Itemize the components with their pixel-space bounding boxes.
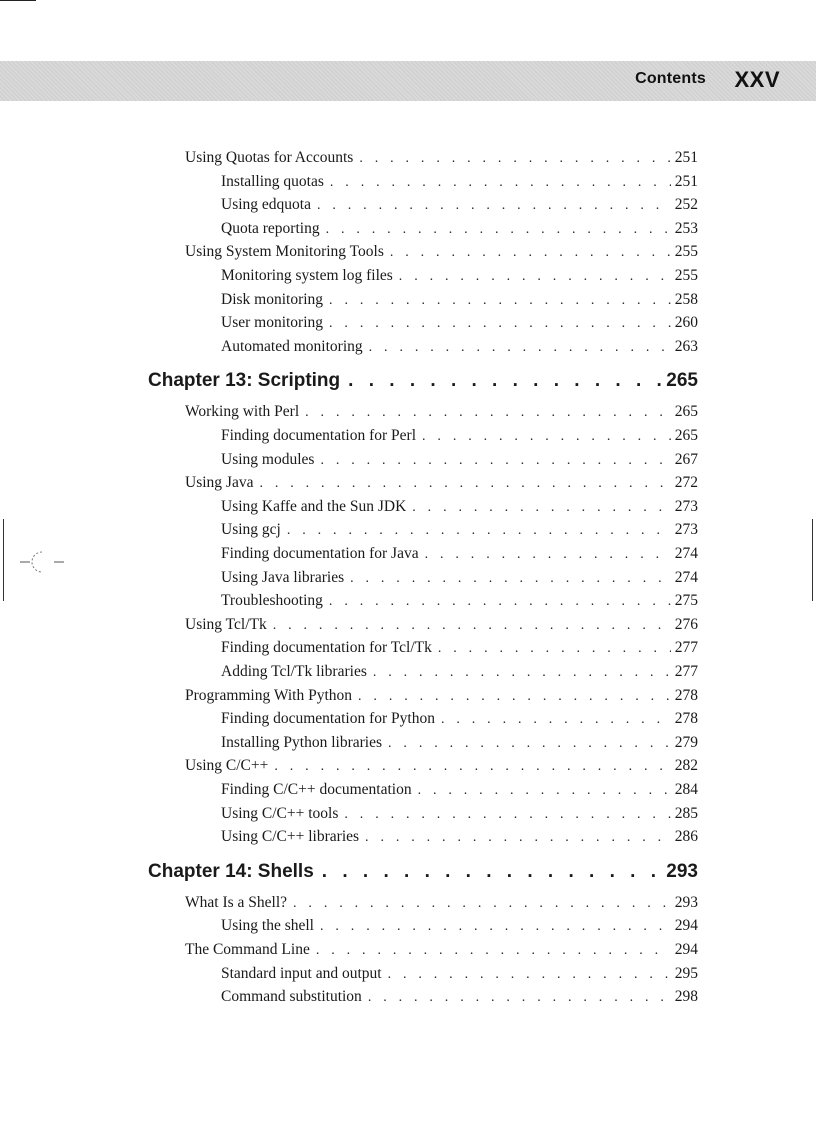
toc-entry-title: Troubleshooting: [221, 592, 323, 610]
toc-page-number: 265: [674, 427, 698, 444]
dot-leader: [412, 498, 670, 518]
toc-entry-title: Command substitution: [221, 988, 362, 1006]
toc-page-number: 293: [666, 860, 698, 882]
toc-entry-title: Installing Python libraries: [221, 733, 383, 751]
toc-page-number: 279: [674, 733, 698, 751]
dot-leader: [322, 859, 663, 885]
toc-page-number: 278: [674, 686, 698, 704]
toc-page-number: 277: [674, 663, 698, 680]
toc-page-number: 267: [674, 450, 698, 468]
toc-subsection-entry[interactable]: [221, 195, 698, 215]
dot-leader: [350, 569, 671, 589]
toc-entry-title: Using Tcl/Tk: [185, 615, 267, 633]
toc-entry-title: Quota reporting: [221, 219, 320, 237]
toc-entry-title: What Is a Shell?: [185, 893, 288, 911]
header-page-number: XXV: [734, 67, 780, 92]
toc-subsection-entry[interactable]: [221, 337, 698, 357]
toc-subsection-entry[interactable]: [221, 827, 698, 847]
dot-leader: [359, 149, 670, 169]
toc-entry-title: Installing quotas: [221, 172, 324, 190]
dot-leader: [388, 734, 671, 754]
toc-page-number: 258: [674, 290, 698, 308]
toc-section-entry[interactable]: [185, 473, 698, 493]
toc-entry-title: Using Kaffe and the Sun JDK: [221, 497, 407, 515]
dot-leader: [388, 965, 671, 985]
toc-page-number: 263: [674, 337, 698, 355]
toc-page-number: 252: [674, 196, 698, 214]
toc-entry-title: Finding documentation for Tcl/Tk: [221, 639, 432, 657]
toc-subsection-entry[interactable]: [221, 219, 698, 239]
dot-leader: [369, 338, 671, 358]
toc-section-entry[interactable]: [185, 242, 698, 262]
toc-subsection-entry[interactable]: [221, 804, 698, 824]
dot-leader: [438, 639, 671, 659]
toc-entry-title: Finding documentation for Perl: [221, 427, 417, 444]
toc-page-number: 251: [674, 172, 698, 190]
toc-entry-title: Using modules: [221, 450, 315, 468]
toc-entry-title: Using edquota: [221, 196, 311, 214]
toc-subsection-entry[interactable]: [221, 568, 698, 588]
toc-entry-title: Monitoring system log files: [221, 267, 393, 284]
header-section-label: Contents: [635, 70, 706, 87]
toc-chapter-heading[interactable]: [148, 368, 698, 394]
toc-page-number: 273: [674, 497, 698, 515]
dot-leader: [348, 368, 662, 394]
toc-entry-title: Working with Perl: [185, 403, 300, 421]
toc-page-number: 260: [674, 314, 698, 332]
toc-page-number: 277: [674, 639, 698, 657]
toc-entry-title: Using C/C++: [185, 757, 269, 775]
dot-leader: [274, 757, 670, 777]
toc-subsection-entry[interactable]: [221, 172, 698, 192]
toc-subsection-entry[interactable]: [221, 709, 698, 729]
toc-entry-title: Using Java libraries: [221, 568, 345, 586]
dot-leader: [418, 781, 671, 801]
toc-section-entry[interactable]: [185, 686, 698, 706]
dot-leader: [358, 687, 671, 707]
toc-page-number: 272: [674, 474, 698, 492]
toc-entry-title: Automated monitoring: [221, 337, 363, 355]
toc-subsection-entry[interactable]: [221, 733, 698, 753]
dot-leader: [344, 805, 670, 825]
toc-entry-title: Using Java: [185, 474, 254, 492]
toc-entry-title: Finding documentation for Python: [221, 710, 435, 728]
toc-subsection-entry[interactable]: [221, 520, 698, 540]
toc-chapter-heading[interactable]: [148, 859, 698, 885]
dot-leader: [320, 451, 670, 471]
toc-subsection-entry[interactable]: [221, 916, 698, 936]
toc-section-entry[interactable]: [185, 148, 698, 168]
toc-page-number: 278: [674, 710, 698, 728]
toc-subsection-entry[interactable]: [221, 987, 698, 1007]
toc-page-number: 276: [674, 615, 698, 633]
toc-page-number: 282: [674, 757, 698, 775]
dot-leader: [373, 663, 671, 683]
toc-entry-title: Using C/C++ libraries: [221, 828, 360, 846]
toc-subsection-entry[interactable]: [221, 544, 698, 564]
toc-entry-title: User monitoring: [221, 314, 324, 332]
toc-entry-title: Programming With Python: [185, 686, 353, 704]
dot-leader: [390, 243, 671, 263]
dot-leader: [316, 941, 671, 961]
toc-subsection-entry[interactable]: [221, 964, 698, 984]
toc-subsection-entry[interactable]: [221, 662, 698, 682]
toc-section-entry[interactable]: [185, 940, 698, 960]
dot-leader: [441, 710, 671, 730]
toc-page-number: 285: [674, 804, 698, 822]
toc-entry-title: The Command Line: [185, 941, 310, 958]
toc-subsection-entry[interactable]: [221, 313, 698, 333]
toc-page-number: 294: [674, 941, 698, 958]
toc-subsection-entry[interactable]: [221, 638, 698, 658]
dot-leader: [326, 220, 671, 240]
toc-subsection-entry[interactable]: [221, 426, 698, 446]
toc-page-number: 275: [674, 592, 698, 610]
toc-section-entry[interactable]: [185, 893, 698, 913]
toc-entry-title: Standard input and output: [221, 964, 382, 982]
toc-page-number: 294: [674, 917, 698, 935]
dot-leader: [320, 917, 671, 937]
toc-page-number: 273: [674, 521, 698, 539]
toc-subsection-entry[interactable]: [221, 497, 698, 517]
toc-subsection-entry[interactable]: [221, 780, 698, 800]
toc-section-entry[interactable]: [185, 756, 698, 776]
toc-page-number: 298: [674, 988, 698, 1006]
toc-subsection-entry[interactable]: [221, 290, 698, 310]
toc-page-number: 253: [674, 219, 698, 237]
dot-leader: [287, 521, 671, 541]
toc-subsection-entry[interactable]: [221, 591, 698, 611]
toc-section-entry[interactable]: [185, 615, 698, 635]
toc-page-number: 295: [674, 964, 698, 982]
dot-leader: [329, 314, 671, 334]
toc-section-entry[interactable]: [185, 402, 698, 422]
dot-leader: [317, 196, 671, 216]
toc-entry-title: Using Quotas for Accounts: [185, 149, 354, 166]
toc-page-number: 255: [674, 267, 698, 284]
dot-leader: [425, 545, 671, 565]
toc-subsection-entry[interactable]: [221, 450, 698, 470]
dot-leader: [399, 267, 671, 287]
toc-page-number: 293: [674, 893, 698, 911]
toc-page-number: 286: [674, 828, 698, 846]
dot-leader: [273, 616, 671, 636]
toc-entry-title: Finding documentation for Java: [221, 545, 419, 562]
toc-page-number: 265: [674, 403, 698, 421]
toc-entry-title: Finding C/C++ documentation: [221, 781, 412, 798]
toc-page-number: 284: [674, 781, 698, 798]
dot-leader: [329, 592, 671, 612]
dot-leader: [293, 894, 671, 914]
dot-leader: [329, 291, 671, 311]
toc-page-number: 265: [666, 370, 698, 392]
dot-leader: [305, 403, 671, 423]
toc-entry-title: Using the shell: [221, 917, 314, 935]
toc-page-number: 255: [674, 243, 698, 261]
toc-entry-title: Using System Monitoring Tools: [185, 243, 384, 261]
toc-page-number: 274: [674, 568, 698, 586]
toc-entry-title: Using gcj: [221, 521, 281, 539]
dot-leader: [330, 173, 671, 193]
toc-entry-title: Chapter 14: Shells: [148, 860, 314, 882]
toc-entry-title: Chapter 13: Scripting: [148, 370, 341, 392]
toc-entry-title: Using C/C++ tools: [221, 804, 339, 822]
toc-page-number: 251: [674, 149, 698, 166]
dot-leader: [368, 988, 671, 1008]
dot-leader: [365, 828, 671, 848]
dot-leader: [422, 427, 671, 447]
toc-page-number: 274: [674, 545, 698, 562]
toc-subsection-entry[interactable]: [221, 266, 698, 286]
toc-entry-title: Adding Tcl/Tk libraries: [221, 663, 367, 680]
toc-entry-title: Disk monitoring: [221, 290, 324, 308]
dot-leader: [259, 474, 670, 494]
